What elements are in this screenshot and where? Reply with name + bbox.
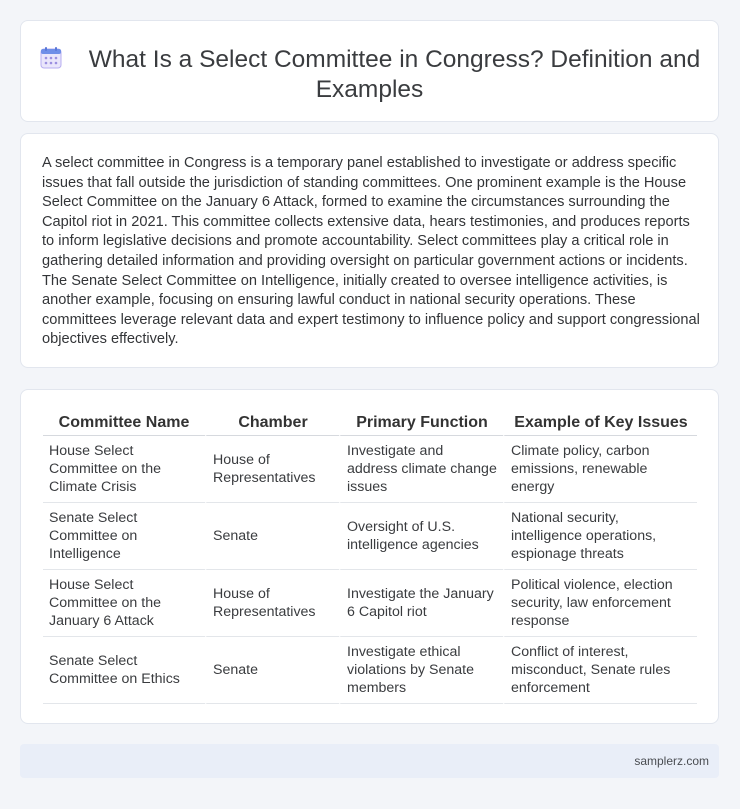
footer-bar xyxy=(20,744,719,778)
cell-primary-function: Investigate the January 6 Capitol riot xyxy=(339,570,503,637)
footer-site-link[interactable]: samplerz.com xyxy=(634,754,709,768)
cell-primary-function: Investigate and address climate change issues xyxy=(339,436,503,503)
committee-table xyxy=(43,411,697,704)
column-header-primary-function: Primary Function xyxy=(339,411,503,436)
cell-key-issues: National security, intelligence operations, espionage threats xyxy=(503,503,697,570)
calendar-icon xyxy=(39,46,63,70)
page-title: What Is a Select Committee in Congress? Definition and Examples xyxy=(88,46,701,103)
table-row xyxy=(43,436,697,503)
table-row xyxy=(43,570,697,637)
cell-committee-name: Senate Select Committee on Intelligence xyxy=(43,503,205,570)
cell-committee-name: House Select Committee on the Climate Crisis xyxy=(43,436,205,503)
cell-chamber: Senate xyxy=(205,503,339,570)
column-header-key-issues: Example of Key Issues xyxy=(503,411,697,436)
column-header-committee-name: Committee Name xyxy=(43,411,205,436)
cell-key-issues: Political violence, election security, law enforcement response xyxy=(503,570,697,637)
column-header-chamber: Chamber xyxy=(205,411,339,436)
cell-primary-function: Oversight of U.S. intelligence agencies xyxy=(339,503,503,570)
table-card xyxy=(20,389,719,724)
table-header-row xyxy=(43,411,697,436)
cell-key-issues: Climate policy, carbon emissions, renewable energy xyxy=(503,436,697,503)
page-title-wrapper xyxy=(21,45,718,105)
cell-committee-name: Senate Select Committee on Ethics xyxy=(43,637,205,704)
table-row xyxy=(43,637,697,704)
cell-committee-name: House Select Committee on the January 6 Attack xyxy=(43,570,205,637)
table-row xyxy=(43,503,697,570)
cell-key-issues: Conflict of interest, misconduct, Senate rules enforcement xyxy=(503,637,697,704)
cell-chamber: House of Representatives xyxy=(205,436,339,503)
intro-paragraph: A select committee in Congress is a temporary panel established to investigate or address specific issues that fall outside the jurisdiction of standing committees. One prominent example is the House Select Committee on the January 6 Attack, formed to examine the circumstances surrounding the Capitol riot in 2021. This committee collects extensive data, hears testimonies, and produces reports to inform legislative decisions and promote accountability. Select committees play a critical role in gathering detailed information and providing oversight on particular government actions or incidents. The Senate Select Committee on Intelligence, initially created to oversee intelligence activities, is another example, focusing on ensuring lawful conduct in national security operations. These committees leverage relevant data and expert testimony to influence policy and support congressional objectives effectively. xyxy=(42,155,700,348)
cell-chamber: House of Representatives xyxy=(205,570,339,637)
intro-card xyxy=(20,133,719,368)
cell-chamber: Senate xyxy=(205,637,339,704)
title-card xyxy=(20,20,719,122)
cell-primary-function: Investigate ethical violations by Senate members xyxy=(339,637,503,704)
